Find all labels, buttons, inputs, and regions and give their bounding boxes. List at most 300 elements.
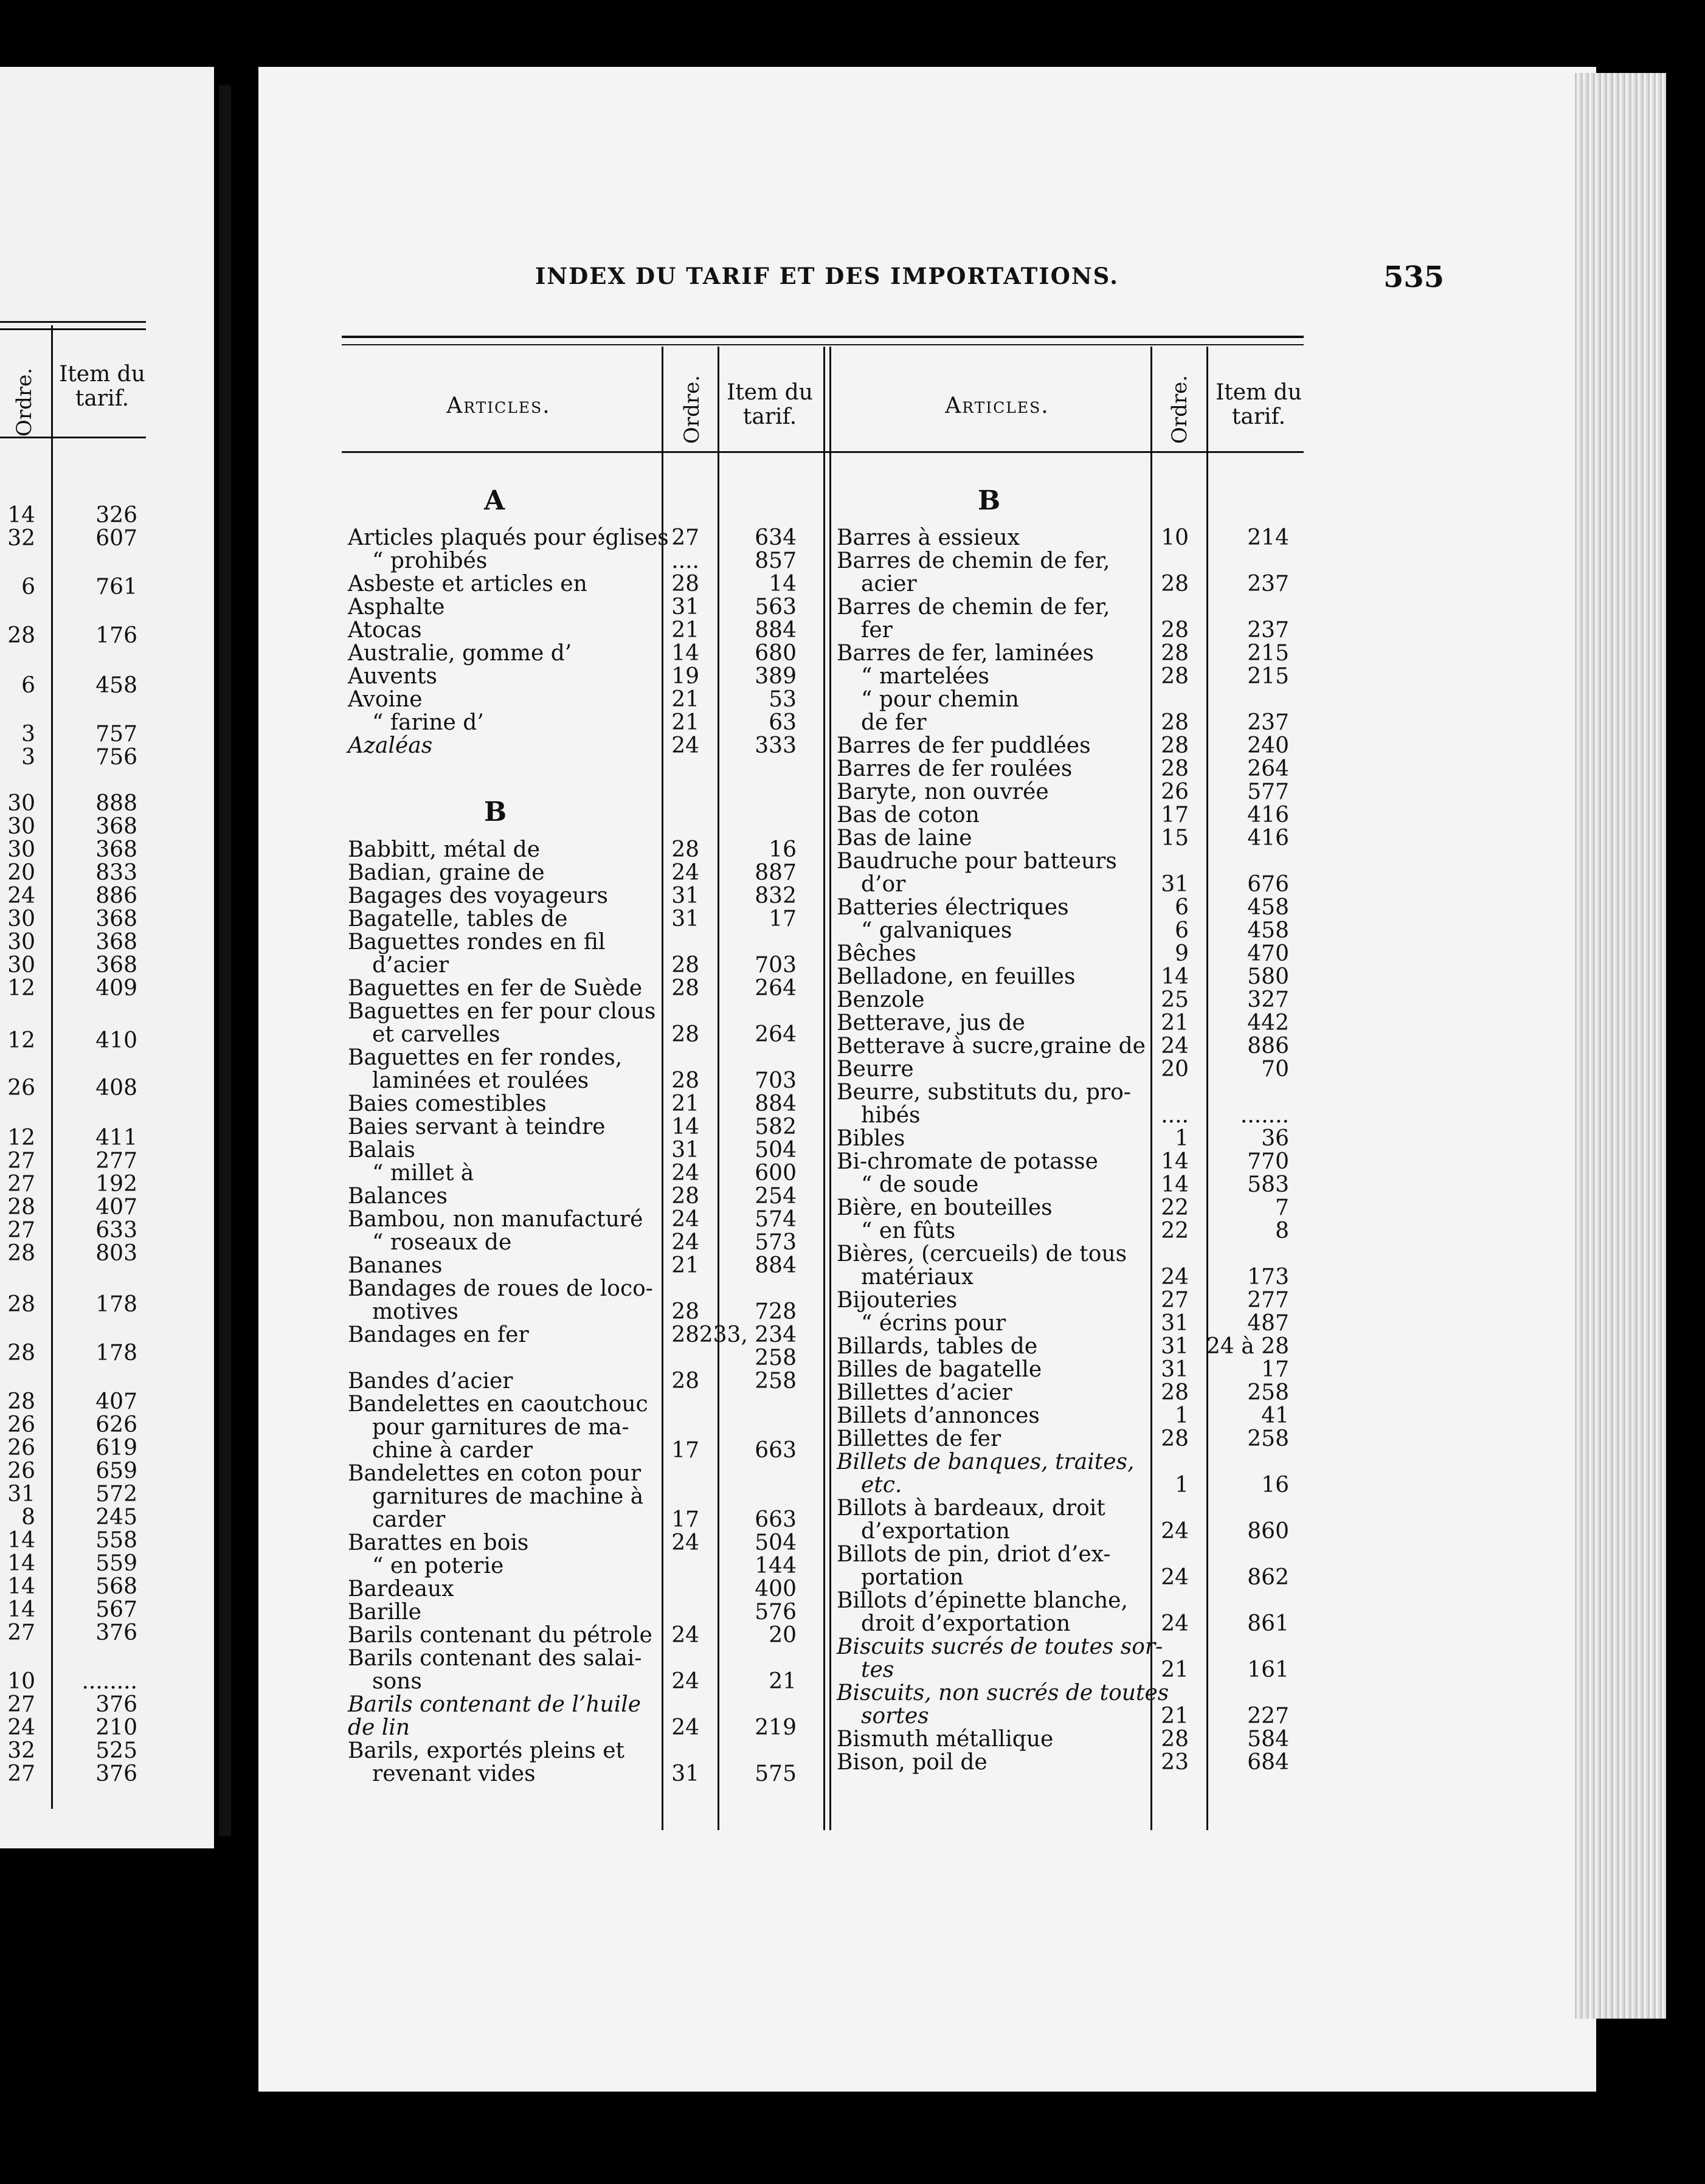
left-page-ordre: 32 (7, 1738, 35, 1763)
left-page-ordre: 27 (7, 1149, 35, 1173)
left-page-rule (0, 328, 146, 330)
top-rule (342, 344, 1304, 345)
ordre-value: 31 (1161, 1357, 1189, 1382)
index-entry: laminées et roulées (372, 1068, 589, 1093)
index-entry: Bagages des voyageurs (348, 883, 608, 908)
left-page-item: 803 (95, 1241, 137, 1266)
left-page-item: 558 (95, 1528, 137, 1553)
index-entry: chine à carder (372, 1438, 533, 1463)
ordre-value: 28 (1161, 618, 1189, 643)
item-value: 576 (755, 1600, 797, 1625)
left-page-rule (0, 321, 146, 323)
left-page-item: ........ (81, 1669, 137, 1694)
articles-header-right: Articles. (945, 393, 1050, 418)
item-value: 17 (1261, 1357, 1289, 1382)
ordre-value: 24 (671, 733, 699, 758)
left-page-ordre: 27 (7, 1692, 35, 1717)
left-page-item: 761 (95, 575, 137, 600)
ordre-value: 24 (1161, 1565, 1189, 1590)
ordre-value: 14 (1161, 964, 1189, 989)
ordre-value: 28 (671, 1022, 699, 1047)
left-page-item: 326 (95, 503, 137, 528)
index-entry: Baguettes en fer pour clous (348, 999, 656, 1024)
index-entry: Babbitt, métal de (348, 837, 541, 862)
left-page-ordre: 3 (21, 745, 35, 770)
index-entry: Bi-chromate de potasse (837, 1149, 1098, 1174)
ordre-value: 20 (1161, 1057, 1189, 1082)
section-letter-b: B (484, 797, 507, 828)
left-page-ordre: 14 (7, 1551, 35, 1576)
left-page-ordre: 20 (7, 860, 35, 885)
index-entry: Baguettes en fer rondes, (348, 1045, 623, 1070)
top-rule (342, 336, 1304, 338)
index-entry: d’or (861, 872, 906, 897)
left-page-item: 368 (95, 907, 137, 931)
item-value: 258 (1247, 1380, 1289, 1405)
left-page-item: 619 (95, 1436, 137, 1460)
left-page-item: 368 (95, 814, 137, 839)
gutter (219, 85, 231, 1836)
index-entry: de fer (861, 710, 927, 735)
index-entry: carder (372, 1507, 446, 1532)
ordre-value: 28 (671, 837, 699, 862)
ordre-value: 14 (671, 1114, 699, 1139)
left-page-ordre: 28 (7, 623, 35, 648)
index-entry: Bandages en fer (348, 1322, 529, 1347)
index-entry: Bandages de roues de loco- (348, 1276, 653, 1301)
item-value: 458 (1247, 895, 1289, 920)
ordre-value: 22 (1161, 1218, 1189, 1243)
item-value: 24 à 28 (1206, 1334, 1289, 1359)
item-value: 886 (1247, 1034, 1289, 1059)
item-value: 17 (769, 907, 797, 931)
index-entry: Bandelettes en caoutchouc (348, 1392, 648, 1417)
left-page-item: 888 (95, 791, 137, 816)
ordre-value: 28 (1161, 1727, 1189, 1752)
item-value: 504 (755, 1530, 797, 1555)
left-page-item: 411 (95, 1125, 137, 1150)
index-entry: Barres à essieux (837, 525, 1020, 550)
item-value: 237 (1247, 572, 1289, 596)
item-value: 233, 234 (699, 1322, 797, 1347)
left-page-item: 458 (95, 673, 137, 698)
left-page-item: 409 (95, 976, 137, 1001)
item-value: 634 (755, 525, 797, 550)
left-page-ordre: 26 (7, 1436, 35, 1460)
left-page-ordre: 27 (7, 1761, 35, 1786)
index-entry: Bas de laine (837, 826, 972, 851)
index-entry: Atocas (348, 618, 422, 643)
item-value: 21 (769, 1669, 797, 1694)
index-entry: Barattes en bois (348, 1530, 529, 1555)
index-entry: Balances (348, 1184, 448, 1209)
ordre-header-left: Ordre. (680, 375, 704, 444)
index-entry: “ écrins pour (861, 1311, 1006, 1336)
item-value: 442 (1247, 1011, 1289, 1035)
column-rule (1150, 347, 1152, 1830)
ordre-value: 31 (671, 1138, 699, 1163)
item-value: 53 (769, 687, 797, 712)
item-value: 237 (1247, 618, 1289, 643)
ordre-value: 24 (671, 1530, 699, 1555)
left-page-item: 178 (95, 1341, 137, 1366)
left-page-ordre: 30 (7, 791, 35, 816)
index-entry: Avoine (348, 687, 423, 712)
left-page-item: 192 (95, 1172, 137, 1197)
left-page-ordre: 31 (7, 1482, 35, 1507)
left-page-item: 567 (95, 1597, 137, 1622)
index-entry: Badian, graine de (348, 860, 545, 885)
index-entry: droit d’exportation (861, 1611, 1071, 1636)
ordre-value: 25 (1161, 987, 1189, 1012)
index-entry: “ prohibés (372, 548, 488, 573)
index-entry: Betterave à sucre,graine de (837, 1034, 1146, 1059)
left-page-item: 376 (95, 1761, 137, 1786)
index-entry: “ roseaux de (372, 1230, 512, 1255)
index-entry: d’exportation (861, 1519, 1010, 1544)
index-entry: Asphalte (348, 595, 445, 620)
index-entry: et carvelles (372, 1022, 500, 1047)
item-value: 504 (755, 1138, 797, 1163)
index-entry: Bêches (837, 941, 916, 966)
item-value: 584 (1247, 1727, 1289, 1752)
left-page-ordre: 30 (7, 814, 35, 839)
index-entry: Barres de chemin de fer, (837, 548, 1110, 573)
item-value: 264 (755, 976, 797, 1001)
ordre-value: 24 (1161, 1611, 1189, 1636)
item-value: 860 (1247, 1519, 1289, 1544)
index-entry: garnitures de machine à (372, 1484, 644, 1509)
running-head: INDEX DU TARIF ET DES IMPORTATIONS. (535, 263, 1119, 289)
item-value: 470 (1247, 941, 1289, 966)
ordre-value: 27 (1161, 1288, 1189, 1313)
left-page-item: 756 (95, 745, 137, 770)
left-page-ordre: 28 (7, 1195, 35, 1220)
item-value: 600 (755, 1161, 797, 1186)
left-page-item: 410 (95, 1028, 137, 1053)
item-value: 884 (755, 618, 797, 643)
ordre-value: 28 (1161, 1380, 1189, 1405)
item-value: 327 (1247, 987, 1289, 1012)
ordre-value: 31 (671, 907, 699, 931)
left-page-item-header: Item du tarif. (59, 362, 145, 411)
index-entry: Biscuits, non sucrés de toutes (837, 1681, 1169, 1705)
item-value: 663 (755, 1438, 797, 1463)
item-value: ....... (1240, 1103, 1289, 1128)
item-value: 227 (1247, 1704, 1289, 1729)
item-value: 237 (1247, 710, 1289, 735)
index-entry: Billets d’annonces (837, 1403, 1040, 1428)
index-entry: Barres de fer roulées (837, 756, 1073, 781)
index-entry: Bananes (348, 1253, 443, 1278)
index-entry: “ millet à (372, 1161, 474, 1186)
ordre-value: 21 (1161, 1011, 1189, 1035)
index-entry: fer (861, 618, 893, 643)
item-value: 887 (755, 860, 797, 885)
index-entry: Billots de pin, driot d’ex- (837, 1542, 1111, 1567)
ordre-value: .... (1161, 1103, 1189, 1128)
item-value: 563 (755, 595, 797, 620)
item-value: 258 (1247, 1426, 1289, 1451)
index-entry: Bières, (cercueils) de tous (837, 1242, 1127, 1267)
index-entry: Baies servant à teindre (348, 1114, 606, 1139)
index-entry: “ en poterie (372, 1553, 504, 1578)
ordre-value: .... (671, 548, 699, 573)
item-value: 16 (1261, 1473, 1289, 1498)
item-value: 264 (755, 1022, 797, 1047)
left-page-ordre: 30 (7, 953, 35, 978)
ordre-value: 28 (1161, 1426, 1189, 1451)
index-entry: Billards, tables de (837, 1334, 1038, 1359)
left-page-item: 178 (95, 1292, 137, 1317)
left-page-item: 408 (95, 1076, 137, 1101)
item-value: 832 (755, 883, 797, 908)
index-entry: Australie, gomme d’ (348, 641, 572, 666)
index-entry: “ martelées (861, 664, 990, 689)
ordre-value: 24 (1161, 1034, 1189, 1059)
ordre-value: 31 (671, 883, 699, 908)
index-entry: etc. (861, 1473, 902, 1498)
left-page-ordre-header: Ordre. (12, 367, 36, 437)
ordre-value: 17 (1161, 803, 1189, 828)
left-page-ordre: 3 (21, 722, 35, 747)
left-page-item: 376 (95, 1692, 137, 1717)
column-rule (829, 347, 831, 1830)
ordre-value: 15 (1161, 826, 1189, 851)
left-page-ordre: 14 (7, 1528, 35, 1553)
left-page-ordre: 12 (7, 1125, 35, 1150)
left-page-ordre: 27 (7, 1218, 35, 1243)
item-value: 663 (755, 1507, 797, 1532)
ordre-value: 21 (671, 618, 699, 643)
index-entry: Bambou, non manufacturé (348, 1207, 643, 1232)
item-value: 173 (1247, 1265, 1289, 1290)
item-value: 857 (755, 548, 797, 573)
item-value: 63 (769, 710, 797, 735)
ordre-value: 19 (671, 664, 699, 689)
index-entry: “ galvaniques (861, 918, 1012, 943)
index-entry: sons (372, 1669, 422, 1694)
index-entry: Baguettes rondes en fil (348, 930, 606, 955)
ordre-value: 24 (671, 1715, 699, 1740)
item-value: 416 (1247, 803, 1289, 828)
item-value: 703 (755, 953, 797, 978)
ordre-value: 6 (1175, 895, 1189, 920)
index-entry: Barils contenant de l’huile (348, 1692, 642, 1717)
left-page-ordre: 14 (7, 1574, 35, 1599)
section-letter-b-right: B (978, 485, 1001, 516)
ordre-value: 21 (671, 1091, 699, 1116)
ordre-value: 14 (671, 641, 699, 666)
ordre-value: 28 (1161, 572, 1189, 596)
item-value: 20 (769, 1623, 797, 1648)
left-page-ordre: 32 (7, 526, 35, 551)
left-page-ordre: 28 (7, 1292, 35, 1317)
item-value: 41 (1261, 1403, 1289, 1428)
ordre-value: 1 (1175, 1126, 1189, 1151)
index-entry: Barres de fer puddlées (837, 733, 1091, 758)
ordre-value: 21 (671, 710, 699, 735)
left-page-ordre: 10 (7, 1669, 35, 1694)
left-page-item: 525 (95, 1738, 137, 1763)
left-page-item: 407 (95, 1389, 137, 1414)
index-entry: hibés (861, 1103, 921, 1128)
index-entry: Baudruche pour batteurs (837, 849, 1117, 874)
ordre-value: 24 (671, 1623, 699, 1648)
ordre-value: 24 (671, 1207, 699, 1232)
item-value: 277 (1247, 1288, 1289, 1313)
ordre-value: 14 (1161, 1172, 1189, 1197)
left-page-ordre: 12 (7, 976, 35, 1001)
index-entry: Bismuth métallique (837, 1727, 1054, 1752)
item-value: 684 (1247, 1750, 1289, 1775)
item-value: 215 (1247, 664, 1289, 689)
index-entry: Bandelettes en coton pour (348, 1461, 642, 1486)
index-entry: Baryte, non ouvrée (837, 779, 1049, 804)
item-header-right: Item du tarif. (1216, 380, 1302, 429)
item-value: 487 (1247, 1311, 1289, 1336)
ordre-value: 23 (1161, 1750, 1189, 1775)
item-value: 70 (1261, 1057, 1289, 1082)
index-entry: Bagatelle, tables de (348, 907, 568, 931)
page-edges (1575, 73, 1666, 2019)
item-value: 577 (1247, 779, 1289, 804)
item-value: 703 (755, 1068, 797, 1093)
ordre-value: 17 (671, 1507, 699, 1532)
ordre-value: 17 (671, 1438, 699, 1463)
ordre-value: 22 (1161, 1195, 1189, 1220)
ordre-value: 14 (1161, 1149, 1189, 1174)
index-entry: “ farine d’ (372, 710, 484, 735)
index-entry: Asbeste et articles en (348, 572, 587, 596)
column-rule (823, 347, 825, 1830)
ordre-value: 28 (1161, 756, 1189, 781)
ordre-value: 28 (1161, 733, 1189, 758)
left-page-ordre: 24 (7, 1715, 35, 1740)
item-value: 254 (755, 1184, 797, 1209)
index-entry: “ de soude (861, 1172, 979, 1197)
index-entry: d’acier (372, 953, 449, 978)
item-value: 458 (1247, 918, 1289, 943)
left-page-ordre: 14 (7, 1597, 35, 1622)
left-page-ordre: 28 (7, 1389, 35, 1414)
item-value: 884 (755, 1091, 797, 1116)
ordre-value: 28 (671, 1184, 699, 1209)
item-value: 728 (755, 1299, 797, 1324)
ordre-value: 26 (1161, 779, 1189, 804)
item-value: 582 (755, 1114, 797, 1139)
page-number: 535 (1383, 260, 1445, 294)
item-value: 400 (755, 1577, 797, 1602)
left-page-ordre: 30 (7, 837, 35, 862)
item-value: 264 (1247, 756, 1289, 781)
index-entry: motives (372, 1299, 458, 1324)
item-value: 884 (755, 1253, 797, 1278)
left-page-item: 368 (95, 953, 137, 978)
left-page-item: 886 (95, 883, 137, 908)
item-value: 258 (755, 1346, 797, 1370)
left-page-item: 572 (95, 1482, 137, 1507)
index-entry: Balais (348, 1138, 415, 1163)
ordre-value: 28 (671, 1322, 699, 1347)
ordre-value: 1 (1175, 1473, 1189, 1498)
left-page-item: 568 (95, 1574, 137, 1599)
index-entry: Barils contenant des salai- (348, 1646, 642, 1671)
index-entry: de lin (348, 1715, 410, 1740)
left-page-ordre: 30 (7, 907, 35, 931)
index-entry: Azaléas (348, 733, 433, 758)
index-entry: pour garnitures de ma- (372, 1415, 629, 1440)
left-page-item: 659 (95, 1459, 137, 1484)
ordre-value: 21 (1161, 1704, 1189, 1729)
index-entry: Bison, poil de (837, 1750, 987, 1775)
left-page-rule (0, 437, 146, 438)
item-value: 14 (769, 572, 797, 596)
left-page-ordre: 26 (7, 1459, 35, 1484)
item-value: 676 (1247, 872, 1289, 897)
index-entry: Barres de fer, laminées (837, 641, 1095, 666)
ordre-value: 28 (671, 976, 699, 1001)
ordre-value: 31 (1161, 1311, 1189, 1336)
section-letter-a: A (484, 485, 505, 516)
index-entry: Billets de banques, traites, (837, 1450, 1135, 1474)
ordre-value: 28 (671, 953, 699, 978)
ordre-value: 31 (671, 595, 699, 620)
ordre-value: 24 (671, 1161, 699, 1186)
articles-header-left: Articles. (446, 393, 551, 418)
ordre-value: 28 (1161, 710, 1189, 735)
index-entry: Barils contenant du pétrole (348, 1623, 652, 1648)
index-entry: Billes de bagatelle (837, 1357, 1042, 1382)
left-page-ordre: 12 (7, 1028, 35, 1053)
index-entry: Articles plaqués pour églises (348, 525, 669, 550)
index-entry: tes (861, 1657, 894, 1682)
ordre-value: 31 (1161, 1334, 1189, 1359)
index-entry: Baies comestibles (348, 1091, 547, 1116)
index-entry: Belladone, en feuilles (837, 964, 1076, 989)
left-page-ordre: 6 (21, 673, 35, 698)
item-value: 214 (1247, 525, 1289, 550)
left-page-item: 757 (95, 722, 137, 747)
index-entry: Billots d’épinette blanche, (837, 1588, 1128, 1613)
left-page-ordre: 14 (7, 503, 35, 528)
index-entry: Billettes de fer (837, 1426, 1001, 1451)
ordre-value: 28 (671, 1299, 699, 1324)
index-entry: revenant vides (372, 1761, 536, 1786)
left-page-ordre: 8 (21, 1505, 35, 1530)
left-page-item: 633 (95, 1218, 137, 1243)
ordre-value: 27 (671, 525, 699, 550)
left-page-item: 407 (95, 1195, 137, 1220)
index-entry: Batteries électriques (837, 895, 1069, 920)
ordre-header-right: Ordre. (1167, 375, 1192, 444)
left-page-ordre: 27 (7, 1172, 35, 1197)
item-value: 7 (1275, 1195, 1289, 1220)
left-page-item: 833 (95, 860, 137, 885)
left-page-item: 245 (95, 1505, 137, 1530)
item-value: 219 (755, 1715, 797, 1740)
ordre-value: 28 (1161, 641, 1189, 666)
item-value: 680 (755, 641, 797, 666)
item-value: 862 (1247, 1565, 1289, 1590)
header-rule (342, 451, 1304, 453)
ordre-value: 28 (671, 572, 699, 596)
left-page-ordre: 24 (7, 883, 35, 908)
index-entry: Barres de chemin de fer, (837, 595, 1110, 620)
ordre-value: 6 (1175, 918, 1189, 943)
item-value: 144 (755, 1553, 797, 1578)
ordre-value: 28 (671, 1068, 699, 1093)
